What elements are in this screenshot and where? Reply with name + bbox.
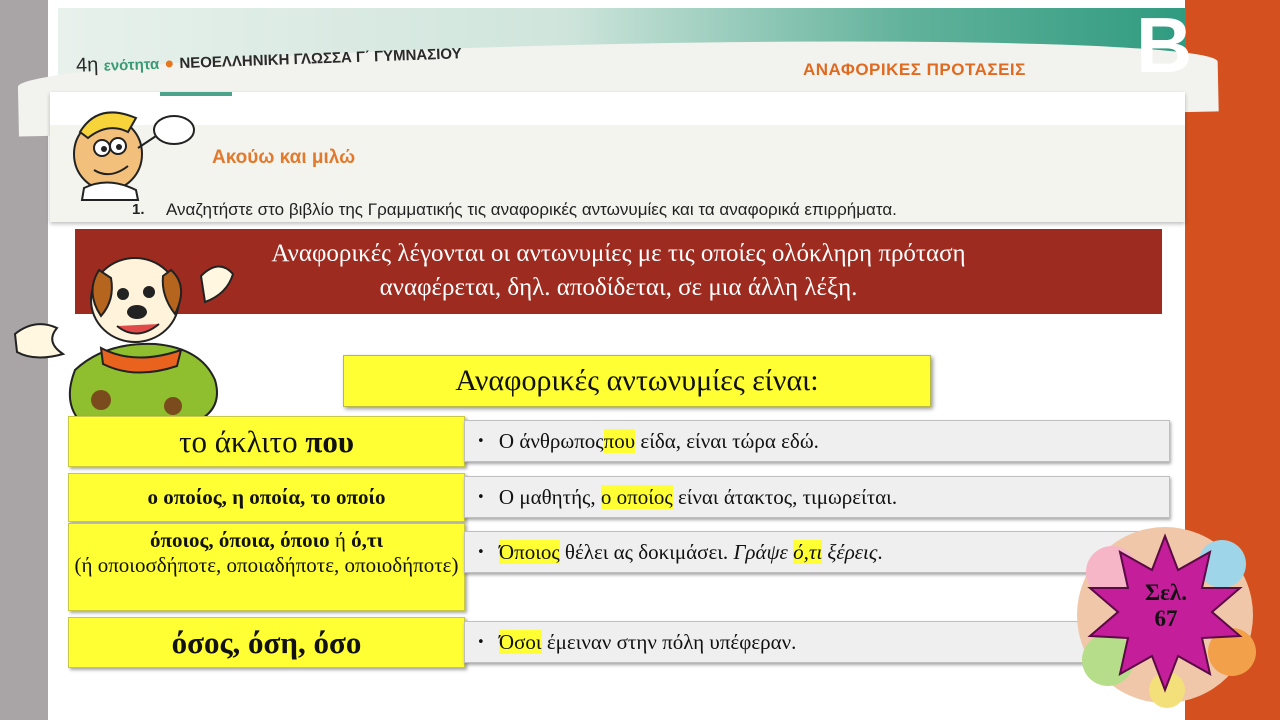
pronoun-bold: που <box>305 424 354 459</box>
instruction-number: 1. <box>132 201 145 218</box>
bullet-icon: • <box>477 490 485 505</box>
section-title: Ακούω και μιλώ <box>212 147 356 168</box>
example-text: έμειναν στην πόλη υπέφεραν. <box>546 630 797 654</box>
page-label: Σελ. <box>1145 580 1187 605</box>
example-highlight: Όποιος <box>498 540 560 564</box>
unit-word: ενότητα <box>103 55 160 75</box>
pronoun-note: (ή οποιοσδήποτε, οποιαδήποτε, οποιοδήποτε) <box>74 553 459 577</box>
pronoun-label-pou <box>68 416 465 467</box>
example-text: Ο μαθητής, <box>498 485 596 509</box>
level-letter: Β <box>1136 1 1193 89</box>
example-row-2 <box>464 476 1170 518</box>
cartoon-dog-illustration <box>5 230 245 430</box>
book-excerpt <box>50 92 1185 222</box>
topic-label: ΑΝΑΦΟΡΙΚΕΣ ΠΡΟΤΑΣΕΙΣ <box>803 60 1026 79</box>
cartoon-boy-illustration <box>58 92 198 200</box>
example-italic: ξέρεις <box>827 540 878 564</box>
example-text: είναι άτακτος, τιμωρείται. <box>677 485 898 509</box>
pronoun-bold: όποιος, όποια, όποιο <box>149 528 330 552</box>
unit-bullet: ● <box>164 55 175 73</box>
bullet-icon: • <box>477 635 485 650</box>
definition-line-2: αναφέρεται, δηλ. αποδίδεται, σε μια άλλη λέξη. <box>379 274 858 301</box>
example-text: είδα, είναι τώρα εδώ. <box>640 429 819 453</box>
pronoun-label-osos: όσος, όση, όσο <box>68 617 465 668</box>
example-highlight: Όσοι <box>498 630 542 654</box>
pronoun-label-opoios: ο οποίος, η οποία, το οποίο <box>68 473 465 522</box>
example-row-3 <box>464 531 1170 573</box>
pronoun-bold-2: ό,τι <box>351 528 384 552</box>
example-italic: Γράψε <box>733 540 788 564</box>
example-row-4 <box>464 621 1170 663</box>
example-end: . <box>877 540 883 564</box>
pronoun-label-opoios-indefinite <box>68 523 465 611</box>
definition-line-1: Αναφορικές λέγονται οι αντωνυμίες με τις οποίες ολόκληρη πρόταση <box>271 240 966 267</box>
example-text: Ο άνθρωπος <box>498 429 604 453</box>
instruction-text: Αναζητήστε στο βιβλίο της Γραμματικής τις αναφορικές αντωνυμίες και τα αναφορικά επιρρήματα. <box>166 200 897 219</box>
bullet-icon: • <box>477 545 485 560</box>
pronouns-title: Αναφορικές αντωνυμίες είναι: <box>343 355 931 407</box>
example-italic-highlight: ό,τι <box>793 540 823 564</box>
excerpt-top-band <box>50 92 1185 125</box>
example-highlight: ο οποίος <box>600 485 673 509</box>
header-banner <box>58 1 1193 90</box>
pronoun-prefix: το άκλιτο <box>179 424 298 459</box>
page-number: 67 <box>1154 606 1178 631</box>
bullet-icon: • <box>477 434 485 449</box>
example-text: θέλει ας δοκιμάσει. <box>564 540 729 564</box>
example-highlight: που <box>603 429 636 453</box>
pronoun-or: ή <box>334 528 346 552</box>
page-reference <box>1122 580 1210 632</box>
example-row-1 <box>464 420 1170 462</box>
subject-label: ΝΕΟΕΛΛΗΝΙΚΗ ΓΛΩΣΣΑ Γ΄ ΓΥΜΝΑΣΙΟΥ <box>179 45 462 73</box>
unit-number: 4η <box>75 53 99 77</box>
